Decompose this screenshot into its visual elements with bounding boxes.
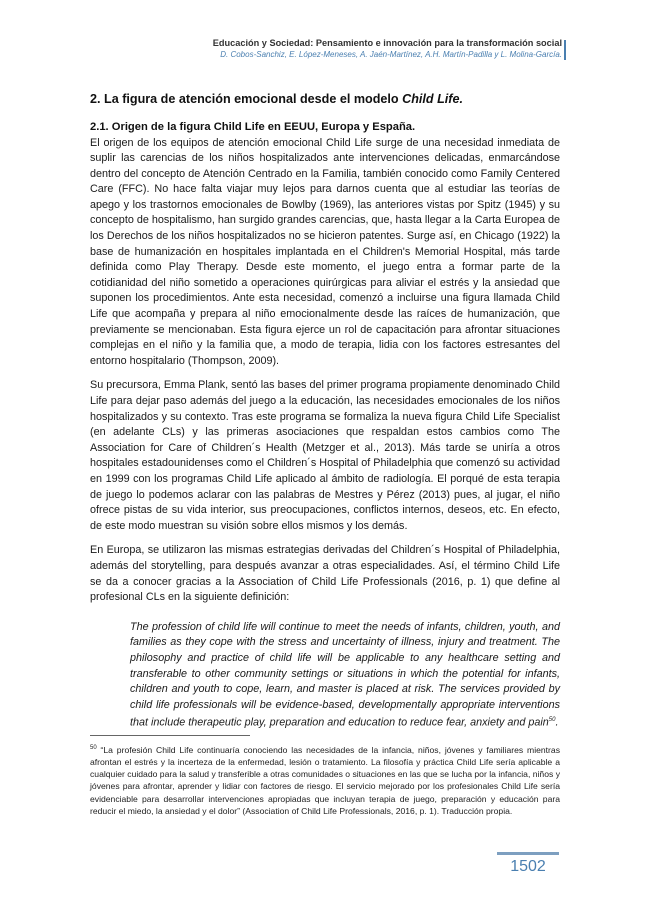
page-number: 1502 bbox=[510, 858, 546, 875]
paragraph-1: El origen de los equipos de atención emocional Child Life surge de una necesidad inmediata de suplir las carencias de los niños hospitalizados ante intervenciones delicadas, enmarcándose dentro del concepto de Atención Centrado en la Familia, también conocido como Family Centered Care (FFC). No hace falta viajar muy lejos para darnos cuenta que al estudiar las teorías de apego y los trastornos emocionales de Bowlby (1969), las anteriores vistas por Spitz (1945) y su concepto de hospitalismo, han surgido grandes carencias, que, hasta llegar a la Carta Europea de los Derechos de los niños hospitalizados no se hicieron patentes. Surge así, en Chicago (1922) la base de humanización en hospitales implantada en el Children's Memorial Hospital, más tarde definida como Play Therapy. Desde este momento, el juego entra a formar parte de la cotidianidad del niño sometido a operaciones quirúrgicas para aliviar el estrés y la ansiedad que suponen los procedimientos. Ante esta necesidad, comenzó a incluirse una figura llamada Child Life que acompaña y prepara al niño emocionalmente desde las raíces de humanización, que previamente se mencionaban. Esta figura ejerce un rol de capacitación para afrontar situaciones complejas en el niño y la familia que, a modo de terapia, lidia con los factores estresantes del entorno hospitalario (Thompson, 2009). bbox=[90, 136, 560, 367]
main-content bbox=[90, 92, 560, 731]
header-title: Educación y Sociedad: Pensamiento e innovación para la transformación social bbox=[212, 38, 562, 48]
section-heading-text: 2. La figura de atención emocional desde el modelo bbox=[90, 92, 403, 106]
footnote-ref: 50 bbox=[548, 717, 556, 724]
footnote-number: 50 bbox=[90, 745, 97, 751]
footnote-text: “La profesión Child Life continuaría conociendo las necesidades de la infancia, niños, jóvenes y familiares mientras afrontan el estrés y la incerteza de la enfermedad, lesión o tratamiento. La filosofía y práctica Child Life sería aplicable a cualquier cuidado para la salud y transferible a otras comunidades o situaciones en las que se lucha por la infancia, niños y jóvenes para afrontar, aprender y lidiar con factores de riesgo. El servicio mejorado por los profesionales Child Life sería evidenciable para desarrollar intervenciones apropiadas que incluyan terapia de juego, preparación y educación para reducir el miedo, la ansiedad y el dolor” (Association of Child Life Professionals, 2016, p. 1). Traducción propia. bbox=[90, 744, 560, 816]
header-authors: D. Cobos-Sanchiz, E. López-Meneses, A. Jaén-Martínez, A.H. Martín-Padilla y L. Molina-García. bbox=[220, 50, 562, 59]
paragraph-2: Su precursora, Emma Plank, sentó las bases del primer programa propiamente denominado Child Life para dejar paso además del juego a la educación, las necesidades emocionales de los niños hospitalizados y su contexto. Tras este programa se formaliza la nueva figura Child Life Specialist (en adelante CLs) y las primeras asociaciones que respaldan estos cambios como The Association for Care of Children´s Health (Metzger et al., 2013). Más tarde se uniría a otros hospitales estadounidenses como el Children´s Hospital of Philadelphia que comenzó su actividad en 1999 con los programas Child Life aplicado al ámbito de radiología. El porqué de esta terapia de juego lo podemos aclarar con las palabras de Mestres y Pérez (2013) pues, al jugar, el niño ofrece pistas de su vida interior, sus preocupaciones, conflictos internos, deseos, etc. En efecto, de este modo muestran su visión sobre ellos mismos y los demás. bbox=[90, 379, 560, 532]
footnote-divider bbox=[90, 735, 250, 736]
page-number-bar bbox=[497, 852, 559, 855]
quote-text: The profession of child life will continue to meet the needs of infants, children, youth, and families as they cope with the stress and uncertainty of illness, injury and treatment. The philosophy and practice of child life will be applicable to any healthcare setting and transferable to other community settings or situations in which the potential for infants, children and youth to cope, learn, and master is placed at risk. The services provided by child life professionals will be evidence-based, developmentally appropriate interventions that include therapeutic play, preparation and education to reduce fear, anxiety and pain bbox=[130, 620, 560, 729]
section-heading bbox=[90, 92, 560, 107]
section-heading-emphasis: Child Life. bbox=[402, 92, 463, 106]
footnote bbox=[90, 742, 560, 817]
subsection-heading: 2.1. Origen de la figura Child Life en EEUU, Europa y España. bbox=[90, 121, 416, 133]
paragraph-3: En Europa, se utilizaron las mismas estrategias derivadas del Children´s Hospital of Philadelphia, además del storytelling, para después avanzar a otras especialidades. Así, el término Child Life se da a conocer gracias a la Association of Child Life Professionals (2016, p. 1) que define al profesional CLs en la siguiente definición: bbox=[90, 544, 560, 604]
quote-end: . bbox=[555, 716, 559, 729]
header-accent-bar bbox=[564, 40, 566, 60]
running-header bbox=[213, 38, 562, 60]
block-quote bbox=[130, 620, 560, 732]
